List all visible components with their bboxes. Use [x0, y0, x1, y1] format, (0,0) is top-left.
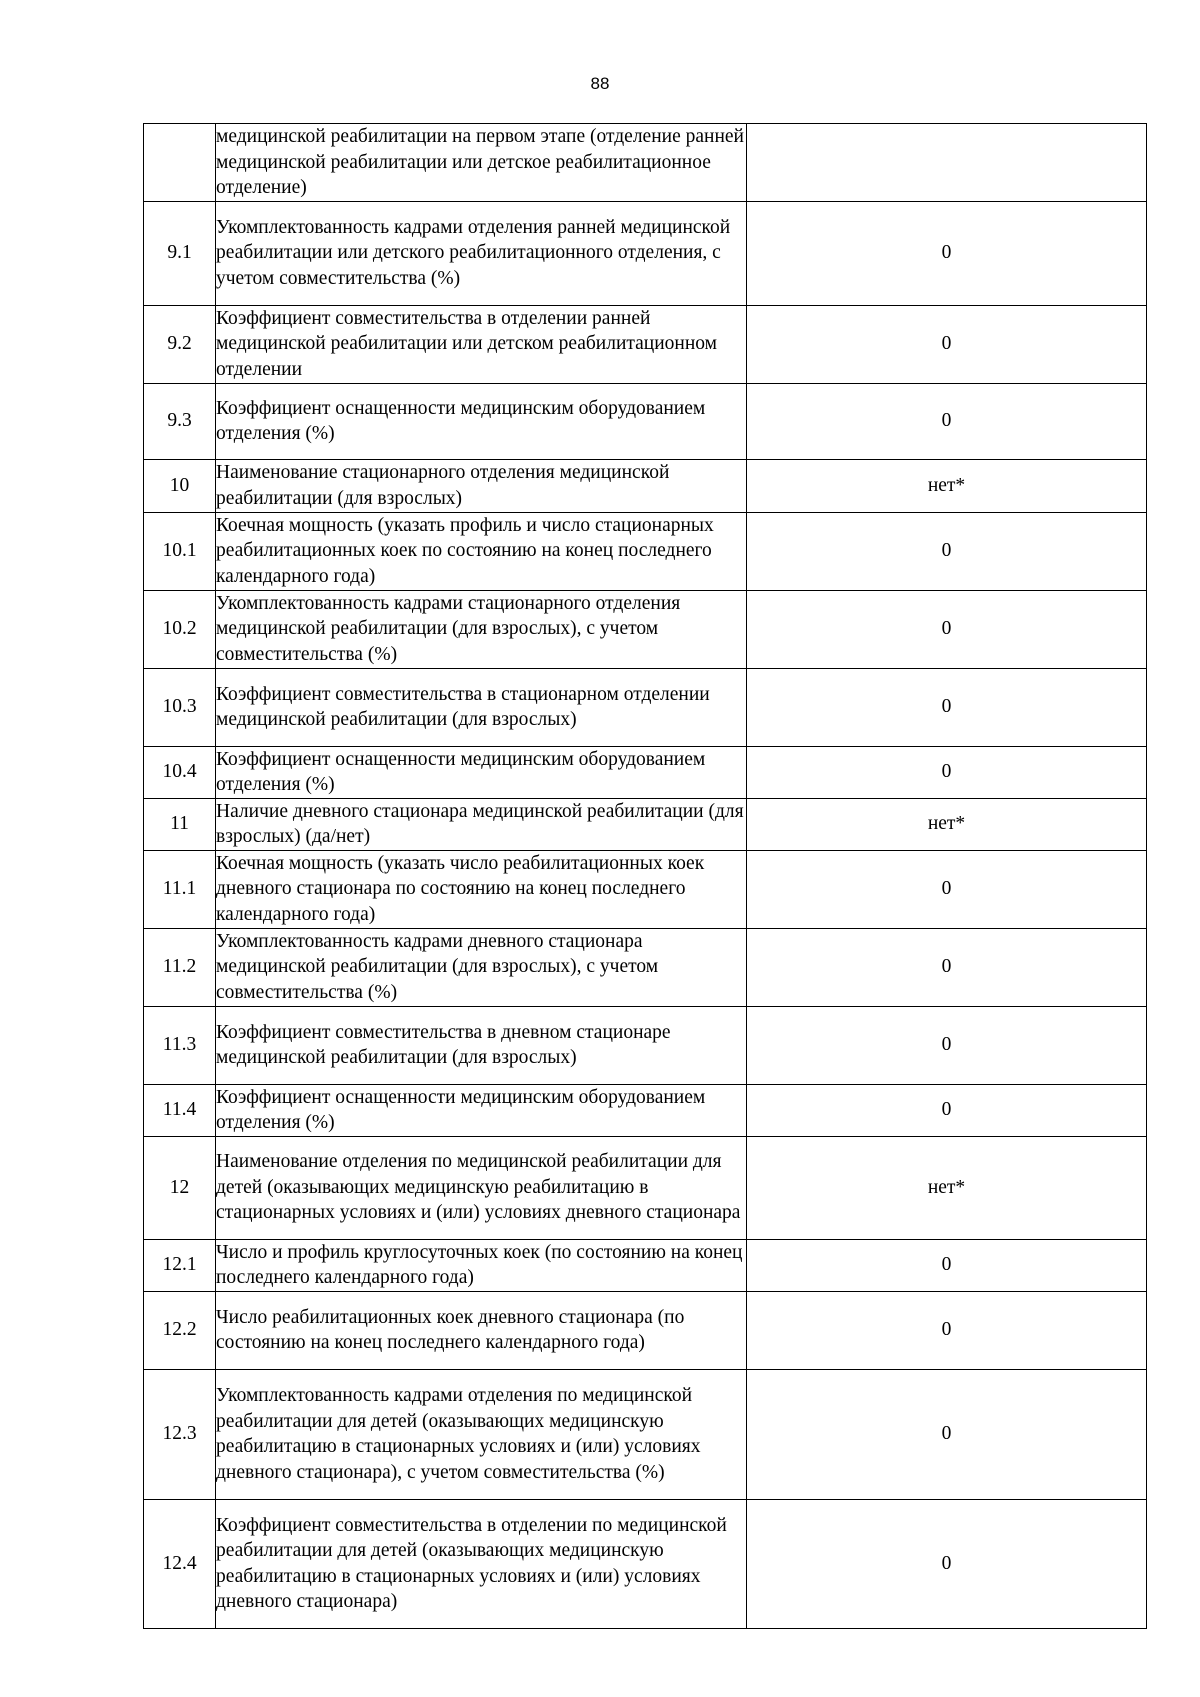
table-row — [144, 305, 1147, 383]
row-description: Коэффициент оснащенности медицинским оборудованием отделения (%) — [216, 746, 747, 798]
row-value: нет* — [747, 798, 1147, 850]
row-number: 12.3 — [144, 1369, 216, 1499]
table-row — [144, 124, 1147, 202]
table-row — [144, 928, 1147, 1006]
row-number: 10.2 — [144, 590, 216, 668]
row-description: Коэффициент совместительства в дневном стационаре медицинской реабилитации (для взрослых) — [216, 1006, 747, 1084]
row-number — [144, 124, 216, 202]
row-number: 12.1 — [144, 1239, 216, 1291]
table-row — [144, 383, 1147, 459]
table-row — [144, 201, 1147, 305]
row-value: 0 — [747, 1291, 1147, 1369]
row-number: 12 — [144, 1136, 216, 1239]
row-number: 11.3 — [144, 1006, 216, 1084]
row-value: 0 — [747, 383, 1147, 459]
row-description: Наименование отделения по медицинской реабилитации для детей (оказывающих медицинскую реабилитацию в стационарных условиях и (или) условиях дневного стационара — [216, 1136, 747, 1239]
row-number: 10 — [144, 459, 216, 512]
row-value: 0 — [747, 1369, 1147, 1499]
row-description: Число и профиль круглосуточных коек (по состоянию на конец последнего календарного года) — [216, 1239, 747, 1291]
row-value: 0 — [747, 201, 1147, 305]
row-number: 10.4 — [144, 746, 216, 798]
table-row — [144, 1006, 1147, 1084]
row-value: 0 — [747, 305, 1147, 383]
row-value: 0 — [747, 928, 1147, 1006]
row-number: 9.2 — [144, 305, 216, 383]
table-row — [144, 459, 1147, 512]
table-row — [144, 1499, 1147, 1628]
row-description: Коэффициент оснащенности медицинским оборудованием отделения (%) — [216, 1084, 747, 1136]
row-value — [747, 124, 1147, 202]
row-value: 0 — [747, 1239, 1147, 1291]
row-number: 11 — [144, 798, 216, 850]
row-value: 0 — [747, 1006, 1147, 1084]
row-number: 10.3 — [144, 668, 216, 746]
table-row — [144, 512, 1147, 590]
table-row — [144, 668, 1147, 746]
row-number: 12.2 — [144, 1291, 216, 1369]
table-row — [144, 1369, 1147, 1499]
table-row — [144, 1136, 1147, 1239]
row-value: нет* — [747, 1136, 1147, 1239]
row-description: Укомплектованность кадрами дневного стационара медицинской реабилитации (для взрослых), с учетом совместительства (%) — [216, 928, 747, 1006]
row-number: 12.4 — [144, 1499, 216, 1628]
row-value: нет* — [747, 459, 1147, 512]
page-number: 88 — [590, 74, 610, 93]
table-row — [144, 850, 1147, 928]
table-row — [144, 798, 1147, 850]
row-description: Коечная мощность (указать число реабилитационных коек дневного стационара по состоянию на конец последнего календарного года) — [216, 850, 747, 928]
row-description: Укомплектованность кадрами стационарного отделения медицинской реабилитации (для взрослых), с учетом совместительства (%) — [216, 590, 747, 668]
table-row — [144, 746, 1147, 798]
row-number: 10.1 — [144, 512, 216, 590]
row-value: 0 — [747, 746, 1147, 798]
row-description: медицинской реабилитации на первом этапе (отделение ранней медицинской реабилитации или детское реабилитационное отделение) — [216, 124, 747, 202]
row-value: 0 — [747, 1499, 1147, 1628]
row-description: Укомплектованность кадрами отделения ранней медицинской реабилитации или детского реабилитационного отделения, с учетом совместительства (%) — [216, 201, 747, 305]
row-description: Коэффициент совместительства в стационарном отделении медицинской реабилитации (для взрослых) — [216, 668, 747, 746]
row-number: 11.2 — [144, 928, 216, 1006]
row-description: Коечная мощность (указать профиль и число стационарных реабилитационных коек по состоянию на конец последнего календарного года) — [216, 512, 747, 590]
table-row — [144, 590, 1147, 668]
row-value: 0 — [747, 1084, 1147, 1136]
row-description: Коэффициент совместительства в отделении ранней медицинской реабилитации или детском реабилитационном отделении — [216, 305, 747, 383]
indicator-table — [143, 123, 1147, 1629]
table-row — [144, 1084, 1147, 1136]
row-number: 11.4 — [144, 1084, 216, 1136]
table-row — [144, 1291, 1147, 1369]
row-description: Наличие дневного стационара медицинской реабилитации (для взрослых) (да/нет) — [216, 798, 747, 850]
row-number: 9.3 — [144, 383, 216, 459]
table-row — [144, 1239, 1147, 1291]
row-value: 0 — [747, 668, 1147, 746]
row-value: 0 — [747, 850, 1147, 928]
row-description: Коэффициент оснащенности медицинским оборудованием отделения (%) — [216, 383, 747, 459]
row-number: 11.1 — [144, 850, 216, 928]
row-description: Число реабилитационных коек дневного стационара (по состоянию на конец последнего календарного года) — [216, 1291, 747, 1369]
row-description: Укомплектованность кадрами отделения по медицинской реабилитации для детей (оказывающих медицинскую реабилитацию в стационарных условиях и (или) условиях дневного стационара), с учетом совместительства (%) — [216, 1369, 747, 1499]
row-value: 0 — [747, 512, 1147, 590]
row-number: 9.1 — [144, 201, 216, 305]
row-value: 0 — [747, 590, 1147, 668]
row-description: Наименование стационарного отделения медицинской реабилитации (для взрослых) — [216, 459, 747, 512]
row-description: Коэффициент совместительства в отделении по медицинской реабилитации для детей (оказывающих медицинскую реабилитацию в стационарных условиях и (или) условиях дневного стационара) — [216, 1499, 747, 1628]
